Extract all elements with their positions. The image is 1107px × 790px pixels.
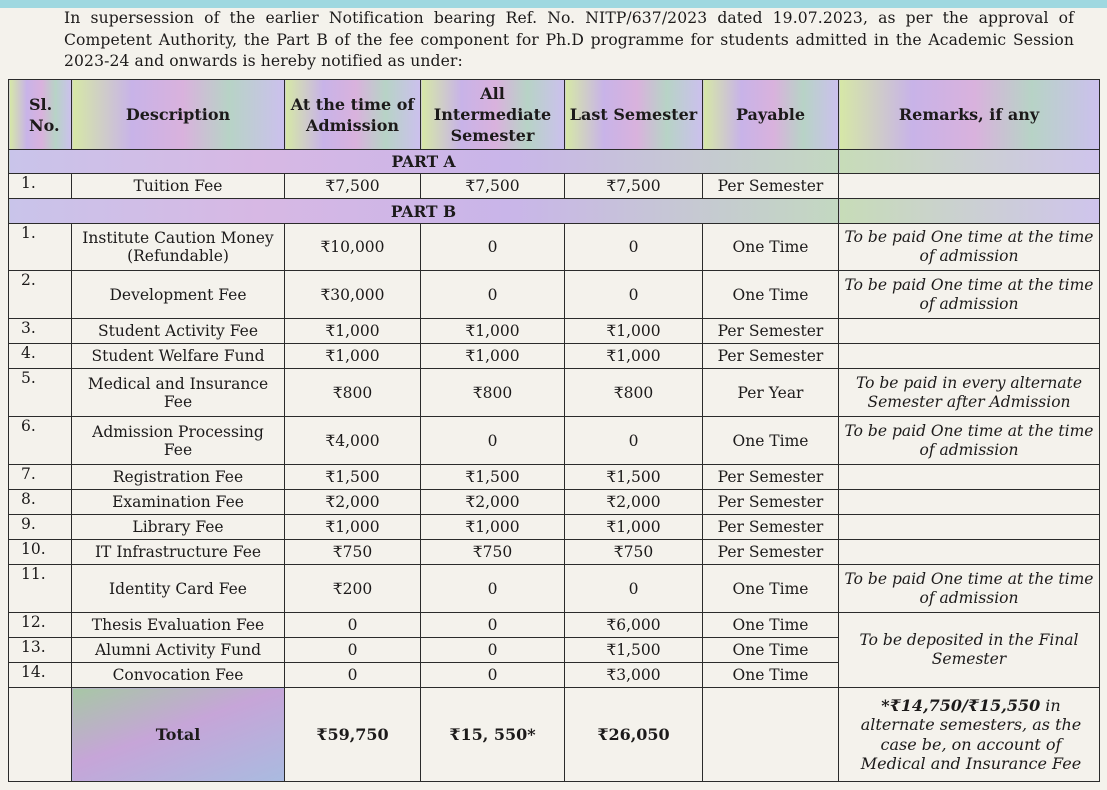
table-row: [9, 369, 1100, 417]
sl-no: 7.: [9, 465, 72, 490]
header-last-semester: Last Semester: [565, 80, 703, 150]
sl-no: 3.: [9, 319, 72, 344]
total-row: [9, 688, 1100, 782]
total-remark-amount: *₹14,750/₹15,550: [881, 695, 1041, 715]
last-semester-fee: ₹1,500: [565, 638, 703, 663]
fee-table: [8, 79, 1100, 782]
total-admission: ₹59,750: [285, 688, 421, 782]
description: Institute Caution Money (Refundable): [72, 224, 285, 271]
total-sl-no: [9, 688, 72, 782]
intermediate-fee: 0: [421, 638, 565, 663]
payable: One Time: [703, 224, 839, 271]
total-remark: [839, 688, 1100, 782]
intermediate-fee: ₹1,000: [421, 344, 565, 369]
intermediate-fee: ₹7,500: [421, 174, 565, 199]
remarks: To be paid One time at the time of admission: [839, 224, 1100, 271]
sl-no: 10.: [9, 540, 72, 565]
header-payable: Payable: [703, 80, 839, 150]
total-label: Total: [72, 688, 285, 782]
admission-fee: 0: [285, 613, 421, 638]
admission-fee: ₹200: [285, 565, 421, 613]
payable: One Time: [703, 271, 839, 319]
description: Alumni Activity Fund: [72, 638, 285, 663]
payable: Per Year: [703, 369, 839, 417]
sl-no: 1.: [9, 224, 72, 271]
intermediate-fee: ₹750: [421, 540, 565, 565]
description: Registration Fee: [72, 465, 285, 490]
payable: Per Semester: [703, 515, 839, 540]
sl-no: 6.: [9, 417, 72, 465]
intermediate-fee: 0: [421, 613, 565, 638]
intermediate-fee: ₹2,000: [421, 490, 565, 515]
admission-fee: ₹1,000: [285, 344, 421, 369]
table-row: [9, 540, 1100, 565]
description: Development Fee: [72, 271, 285, 319]
header-remarks: Remarks, if any: [839, 80, 1100, 150]
admission-fee: ₹1,000: [285, 319, 421, 344]
table-row: [9, 417, 1100, 465]
sl-no: 2.: [9, 271, 72, 319]
header-row: [9, 80, 1100, 150]
payable: One Time: [703, 663, 839, 688]
table-row: [9, 174, 1100, 199]
intermediate-fee: ₹1,500: [421, 465, 565, 490]
payable: Per Semester: [703, 490, 839, 515]
total-payable: [703, 688, 839, 782]
description: IT Infrastructure Fee: [72, 540, 285, 565]
last-semester-fee: 0: [565, 271, 703, 319]
payable: Per Semester: [703, 465, 839, 490]
table-row: [9, 344, 1100, 369]
admission-fee: 0: [285, 638, 421, 663]
header-intermediate: All Intermediate Semester: [421, 80, 565, 150]
admission-fee: ₹750: [285, 540, 421, 565]
part-b-row: [9, 199, 1100, 224]
description: Tuition Fee: [72, 174, 285, 199]
admission-fee: ₹30,000: [285, 271, 421, 319]
table-row: [9, 224, 1100, 271]
payable: Per Semester: [703, 174, 839, 199]
description: Convocation Fee: [72, 663, 285, 688]
sl-no: 4.: [9, 344, 72, 369]
sl-no: 5.: [9, 369, 72, 417]
intermediate-fee: ₹800: [421, 369, 565, 417]
part-b-remarks: [839, 199, 1100, 224]
remarks: [839, 319, 1100, 344]
table-row: [9, 271, 1100, 319]
intermediate-fee: 0: [421, 565, 565, 613]
last-semester-fee: ₹2,000: [565, 490, 703, 515]
last-semester-fee: ₹1,000: [565, 319, 703, 344]
intermediate-fee: 0: [421, 663, 565, 688]
table-row: [9, 565, 1100, 613]
table-row: [9, 319, 1100, 344]
remarks: [839, 465, 1100, 490]
part-b-label: PART B: [9, 199, 839, 224]
last-semester-fee: ₹3,000: [565, 663, 703, 688]
total-remark-text: in alternate semesters, as the case be, on account of Medical and Insurance Fee: [860, 695, 1082, 773]
description: Thesis Evaluation Fee: [72, 613, 285, 638]
total-intermediate: ₹15, 550*: [421, 688, 565, 782]
last-semester-fee: 0: [565, 224, 703, 271]
remarks: [839, 490, 1100, 515]
remarks: [839, 174, 1100, 199]
payable: One Time: [703, 565, 839, 613]
table-row: [9, 490, 1100, 515]
payable: One Time: [703, 417, 839, 465]
last-semester-fee: 0: [565, 417, 703, 465]
description: Medical and Insurance Fee: [72, 369, 285, 417]
part-a-label: PART A: [9, 150, 839, 174]
remarks: [839, 344, 1100, 369]
header-sl-no: Sl. No.: [9, 80, 72, 150]
admission-fee: ₹7,500: [285, 174, 421, 199]
sl-no: 8.: [9, 490, 72, 515]
sl-no: 1.: [9, 174, 72, 199]
final-semester-remark: To be deposited in the Final Semester: [839, 613, 1100, 688]
sl-no: 14.: [9, 663, 72, 688]
last-semester-fee: 0: [565, 565, 703, 613]
admission-fee: 0: [285, 663, 421, 688]
part-a-row: [9, 150, 1100, 174]
admission-fee: ₹1,500: [285, 465, 421, 490]
last-semester-fee: ₹750: [565, 540, 703, 565]
last-semester-fee: ₹1,500: [565, 465, 703, 490]
payable: One Time: [703, 638, 839, 663]
table-row: [9, 613, 1100, 638]
admission-fee: ₹800: [285, 369, 421, 417]
admission-fee: ₹2,000: [285, 490, 421, 515]
last-semester-fee: ₹1,000: [565, 344, 703, 369]
sl-no: 12.: [9, 613, 72, 638]
remarks: To be paid One time at the time of admission: [839, 565, 1100, 613]
description: Admission Processing Fee: [72, 417, 285, 465]
description: Library Fee: [72, 515, 285, 540]
sl-no: 9.: [9, 515, 72, 540]
remarks: To be paid One time at the time of admission: [839, 271, 1100, 319]
header-admission: At the time of Admission: [285, 80, 421, 150]
admission-fee: ₹4,000: [285, 417, 421, 465]
intermediate-fee: ₹1,000: [421, 515, 565, 540]
payable: Per Semester: [703, 540, 839, 565]
last-semester-fee: ₹800: [565, 369, 703, 417]
last-semester-fee: ₹1,000: [565, 515, 703, 540]
last-semester-fee: ₹6,000: [565, 613, 703, 638]
table-row: [9, 515, 1100, 540]
description: Identity Card Fee: [72, 565, 285, 613]
header-description: Description: [72, 80, 285, 150]
top-border-strip: [0, 0, 1107, 8]
intermediate-fee: ₹1,000: [421, 319, 565, 344]
part-a-remarks: [839, 150, 1100, 174]
intermediate-fee: 0: [421, 417, 565, 465]
last-semester-fee: ₹7,500: [565, 174, 703, 199]
payable: Per Semester: [703, 319, 839, 344]
remarks: To be paid in every alternate Semester after Admission: [839, 369, 1100, 417]
intermediate-fee: 0: [421, 224, 565, 271]
sl-no: 11.: [9, 565, 72, 613]
remarks: To be paid One time at the time of admission: [839, 417, 1100, 465]
sl-no: 13.: [9, 638, 72, 663]
description: Student Welfare Fund: [72, 344, 285, 369]
payable: Per Semester: [703, 344, 839, 369]
description: Examination Fee: [72, 490, 285, 515]
admission-fee: ₹1,000: [285, 515, 421, 540]
admission-fee: ₹10,000: [285, 224, 421, 271]
notification-intro: In supersession of the earlier Notification bearing Ref. No. NITP/637/2023 dated 19.07.2023, as per the approval of Competent Authority, the Part B of the fee component for Ph.D programme for students admitted in the Academic Session 2023-24 and onwards is hereby notified as under:: [64, 9, 1074, 70]
remarks: [839, 515, 1100, 540]
total-last-semester: ₹26,050: [565, 688, 703, 782]
remarks: [839, 540, 1100, 565]
intermediate-fee: 0: [421, 271, 565, 319]
description: Student Activity Fee: [72, 319, 285, 344]
table-row: [9, 465, 1100, 490]
payable: One Time: [703, 613, 839, 638]
